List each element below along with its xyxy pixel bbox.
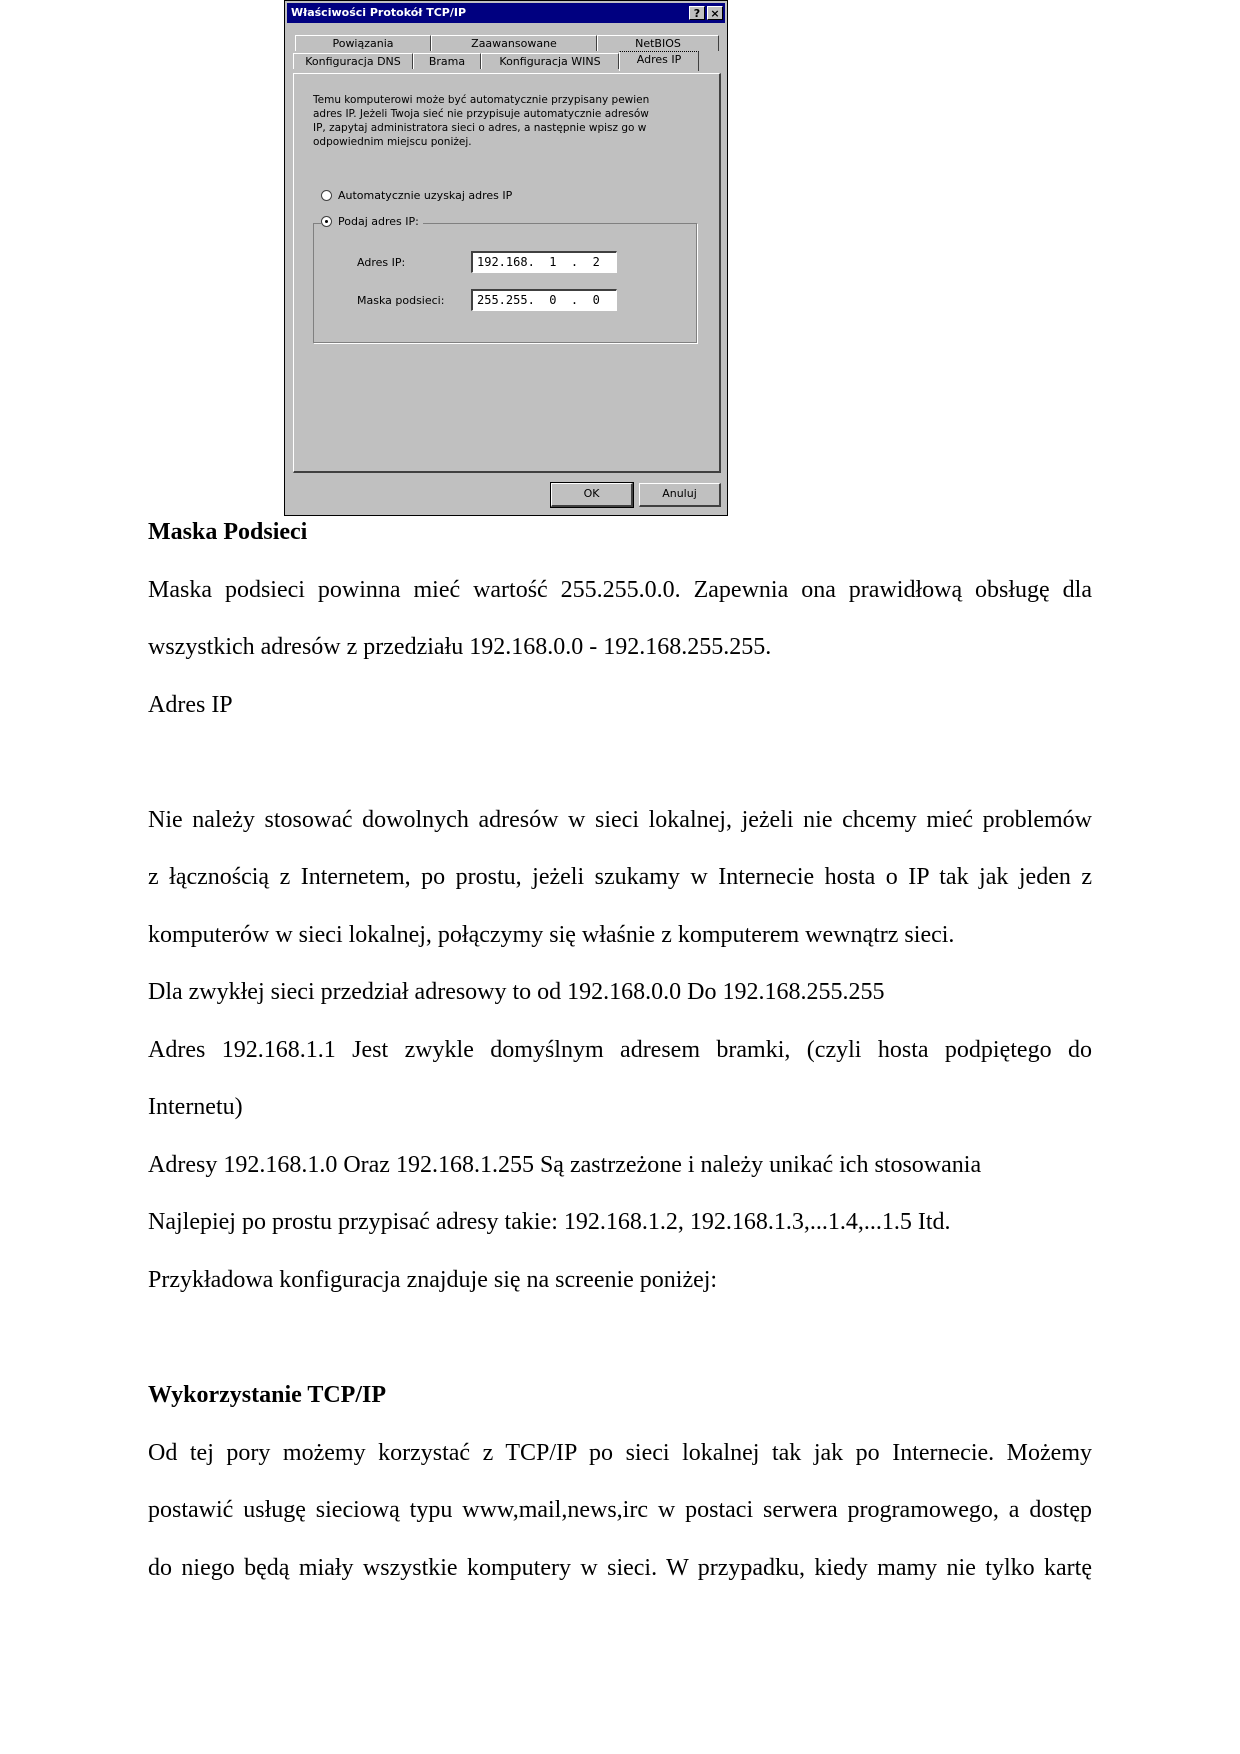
help-icon[interactable]: ?	[689, 6, 705, 20]
radio-manual-ip-control[interactable]	[321, 216, 332, 227]
radio-auto-ip[interactable]	[321, 189, 512, 202]
paragraph-line: Adresy 192.168.1.0 Oraz 192.168.1.255 Są zastrzeżone i należy unikać ich stosowania	[148, 1152, 982, 1178]
tab-powiazania[interactable]: Powiązania	[295, 35, 431, 51]
ip-address-input[interactable]: 192.168. 1 . 2	[471, 251, 617, 273]
ip-address-label: Adres IP:	[357, 256, 406, 269]
paragraph-line: Internetu)	[148, 1094, 243, 1120]
tab-konfiguracja-wins[interactable]: Konfiguracja WINS	[481, 53, 619, 69]
heading-wykorzystanie-tcpip: Wykorzystanie TCP/IP	[148, 1382, 386, 1408]
close-icon[interactable]: ×	[707, 6, 723, 20]
ip-groupbox	[313, 223, 697, 343]
heading-maska-podsieci: Maska Podsieci	[148, 519, 308, 545]
dialog-description: Temu komputerowi może być automatycznie przypisany pewien adres IP. Jeżeli Twoja sieć nie przypisuje automatycznie adresów IP, zapytaj administratora sieci o adres, a następnie wpisz go w odpowiednim miejscu poniżej.	[313, 94, 650, 148]
radio-manual-ip-label: Podaj adres IP:	[338, 215, 419, 228]
cancel-button[interactable]: Anuluj	[639, 483, 721, 507]
paragraph-line: Maska podsieci powinna mieć wartość 255.255.0.0. Zapewnia ona prawidłową obsługę dla	[148, 577, 1092, 603]
tcpip-properties-dialog	[284, 0, 728, 516]
tab-adres-ip[interactable]: Adres IP	[619, 51, 699, 71]
radio-auto-ip-label: Automatycznie uzyskaj adres IP	[338, 189, 513, 202]
paragraph-line: Nie należy stosować dowolnych adresów w sieci lokalnej, jeżeli nie chcemy mieć problemów	[148, 807, 1092, 833]
ok-button[interactable]: OK	[551, 483, 633, 507]
tab-konfiguracja-dns[interactable]: Konfiguracja DNS	[293, 53, 413, 69]
paragraph-line: Najlepiej po prostu przypisać adresy takie: 192.168.1.2, 192.168.1.3,...1.4,...1.5 Itd.	[148, 1209, 951, 1235]
paragraph-line: z łącznością z Internetem, po prostu, jeżeli szukamy w Internecie hosta o IP tak jak jeden z	[148, 864, 1092, 890]
paragraph-line: do niego będą miały wszystkie komputery w sieci. W przypadku, kiedy mamy nie tylko kartę	[148, 1555, 1092, 1581]
radio-manual-ip[interactable]	[321, 215, 423, 228]
paragraph-line: Od tej pory możemy korzystać z TCP/IP po sieci lokalnej tak jak po Internecie. Możemy	[148, 1440, 1092, 1466]
paragraph-line: Przykładowa konfiguracja znajduje się na screenie poniżej:	[148, 1267, 718, 1293]
paragraph-line: postawić usługę sieciową typu www,mail,news,irc w postaci serwera programowego, a dostęp	[148, 1497, 1092, 1523]
subnet-mask-input[interactable]: 255.255. 0 . 0	[471, 289, 617, 311]
paragraph-line: komputerów w sieci lokalnej, połączymy się właśnie z komputerem wewnątrz sieci.	[148, 922, 955, 948]
tab-brama[interactable]: Brama	[413, 53, 481, 69]
paragraph-line: Dla zwykłej sieci przedział adresowy to od 192.168.0.0 Do 192.168.255.255	[148, 979, 885, 1005]
paragraph-line: Adres 192.168.1.1 Jest zwykle domyślnym adresem bramki, (czyli hosta podpiętego do	[148, 1037, 1092, 1063]
heading-adres-ip: Adres IP	[148, 692, 233, 718]
radio-auto-ip-control[interactable]	[321, 190, 332, 201]
subnet-mask-label: Maska podsieci:	[357, 294, 445, 307]
tab-netbios[interactable]: NetBIOS	[597, 35, 719, 51]
tab-zaawansowane[interactable]: Zaawansowane	[431, 35, 597, 51]
dialog-title: Właściwości Protokół TCP/IP	[291, 6, 467, 19]
dialog-titlebar	[287, 3, 725, 23]
paragraph-line: wszystkich adresów z przedziału 192.168.0.0 - 192.168.255.255.	[148, 634, 772, 660]
